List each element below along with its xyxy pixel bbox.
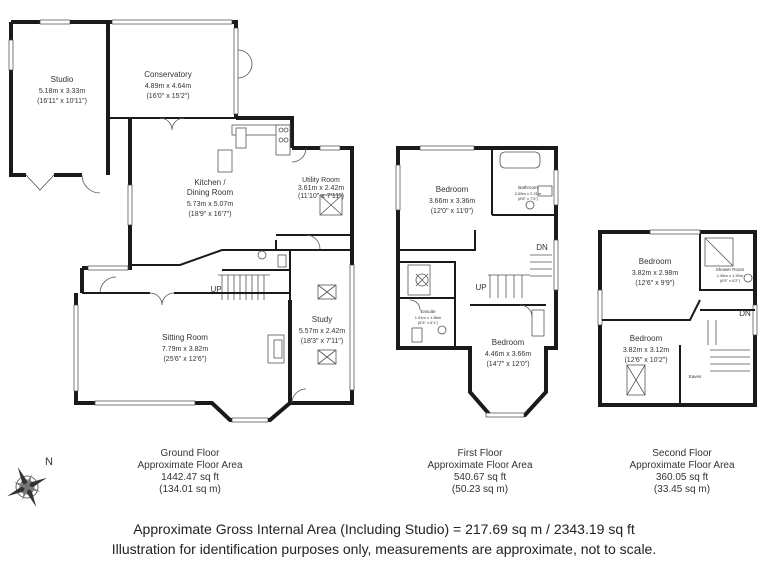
sitting-dim-m: 7.79m x 3.82m xyxy=(161,346,209,353)
sf-shower-name: Shower Room xyxy=(715,267,745,272)
studio-dim-ft: (16'11" x 10'11") xyxy=(37,98,87,105)
first-floor-sqm: (50.23 sq m) xyxy=(451,484,509,495)
sf-bedroom1-dim-ft: (12'6" x 9'9") xyxy=(635,280,675,287)
ground-floor-sqm: (134.01 sq m) xyxy=(159,484,221,495)
sitting-dim-ft: (25'6" x 12'6") xyxy=(163,356,207,363)
ground-floor-label xyxy=(110,448,270,496)
first-floor-label xyxy=(400,448,560,496)
utility-dim-m: 3.61m x 2.42m xyxy=(297,185,345,192)
ff-ensuite-dim-m: 1.91m x 1.86m xyxy=(414,315,442,320)
ground-floor-sqft: 1442.47 sq ft xyxy=(161,472,219,483)
ff-ensuite-name: Ensuite xyxy=(420,309,436,314)
conservatory-name: Conservatory xyxy=(144,70,192,79)
sf-shower-dim-m: 1.96m x 1.90m xyxy=(716,273,744,278)
second-floor-sqm: (33.45 sq m) xyxy=(653,484,711,495)
first-floor-name: First Floor xyxy=(457,448,503,459)
sf-eaves-name: Eaves xyxy=(688,374,702,379)
ff-bedroom2-name: Bedroom xyxy=(491,338,525,347)
study-dim-m: 5.57m x 2.42m xyxy=(298,328,346,335)
ground-floor-name: Ground Floor xyxy=(160,448,220,459)
ff-bedroom2-dim-ft: (14'7" x 12'0") xyxy=(486,361,530,368)
ground-floor-area-label: Approximate Floor Area xyxy=(137,460,243,471)
ff-ensuite-dim-ft: (6'3" x 6'1") xyxy=(417,320,439,325)
kitchen-dim-ft: (18'9" x 16'7") xyxy=(188,211,232,218)
ff-bedroom1-dim-ft: (12'0" x 11'0") xyxy=(430,208,474,215)
gross-internal-area: Approximate Gross Internal Area (Including Studio) = 217.69 sq m / 2343.19 sq ft xyxy=(133,521,635,537)
study-name: Study xyxy=(311,315,333,324)
compass-icon xyxy=(6,456,53,508)
disclaimer: Illustration for identification purposes only, measurements are approximate, not to scale. xyxy=(111,541,657,557)
utility-dim-ft: (11'10" x 7'11") xyxy=(298,193,344,200)
ff-stairs-dn: DN xyxy=(536,243,548,252)
second-floor-plan xyxy=(598,230,757,405)
ff-bedroom1-name: Bedroom xyxy=(435,185,469,194)
compass-north-label: N xyxy=(45,456,53,468)
second-floor-sqft: 360.05 sq ft xyxy=(655,472,709,483)
utility-name: Utility Room xyxy=(302,177,340,184)
studio-name: Studio xyxy=(50,75,74,84)
kitchen-dim-m: 5.73m x 5.07m xyxy=(186,201,234,208)
sf-bedroom2-dim-ft: (12'6" x 10'2") xyxy=(624,357,668,364)
ff-bathroom-dim-ft: (8'8" x 7'3") xyxy=(517,196,539,201)
ff-bathroom-name: Bathroom xyxy=(518,185,538,190)
sitting-name: Sitting Room xyxy=(162,333,208,342)
sf-shower-dim-ft: (6'5" x 6'2") xyxy=(719,278,741,283)
sf-bedroom2-dim-m: 3.82m x 3.12m xyxy=(622,347,670,354)
second-floor-name: Second Floor xyxy=(652,448,712,459)
sf-stairs-dn: DN xyxy=(739,309,751,318)
conservatory-dim-m: 4.89m x 4.64m xyxy=(144,83,192,90)
study-dim-ft: (18'3" x 7'11") xyxy=(300,338,344,345)
kitchen-name-1: Kitchen / xyxy=(194,178,226,187)
ff-bedroom1-dim-m: 3.66m x 3.36m xyxy=(428,198,476,205)
gf-stairs-up: UP xyxy=(210,285,222,294)
ff-bedroom2-dim-m: 4.46m x 3.66m xyxy=(484,351,532,358)
second-floor-area-label: Approximate Floor Area xyxy=(629,460,735,471)
sf-bedroom1-dim-m: 3.82m x 2.98m xyxy=(631,270,679,277)
kitchen-name-2: Dining Room xyxy=(186,188,234,197)
conservatory-dim-ft: (16'0" x 15'2") xyxy=(146,93,190,100)
ff-stairs-up: UP xyxy=(475,283,487,292)
studio-dim-m: 5.18m x 3.33m xyxy=(38,88,86,95)
ff-bathroom-dim-m: 2.65m x 2.21m xyxy=(514,191,542,196)
second-floor-label xyxy=(600,448,764,496)
sf-bedroom2-name: Bedroom xyxy=(629,334,663,343)
sf-bedroom1-name: Bedroom xyxy=(638,257,672,266)
room-labels xyxy=(37,70,751,379)
first-floor-area-label: Approximate Floor Area xyxy=(427,460,533,471)
first-floor-sqft: 540.67 sq ft xyxy=(453,472,507,483)
